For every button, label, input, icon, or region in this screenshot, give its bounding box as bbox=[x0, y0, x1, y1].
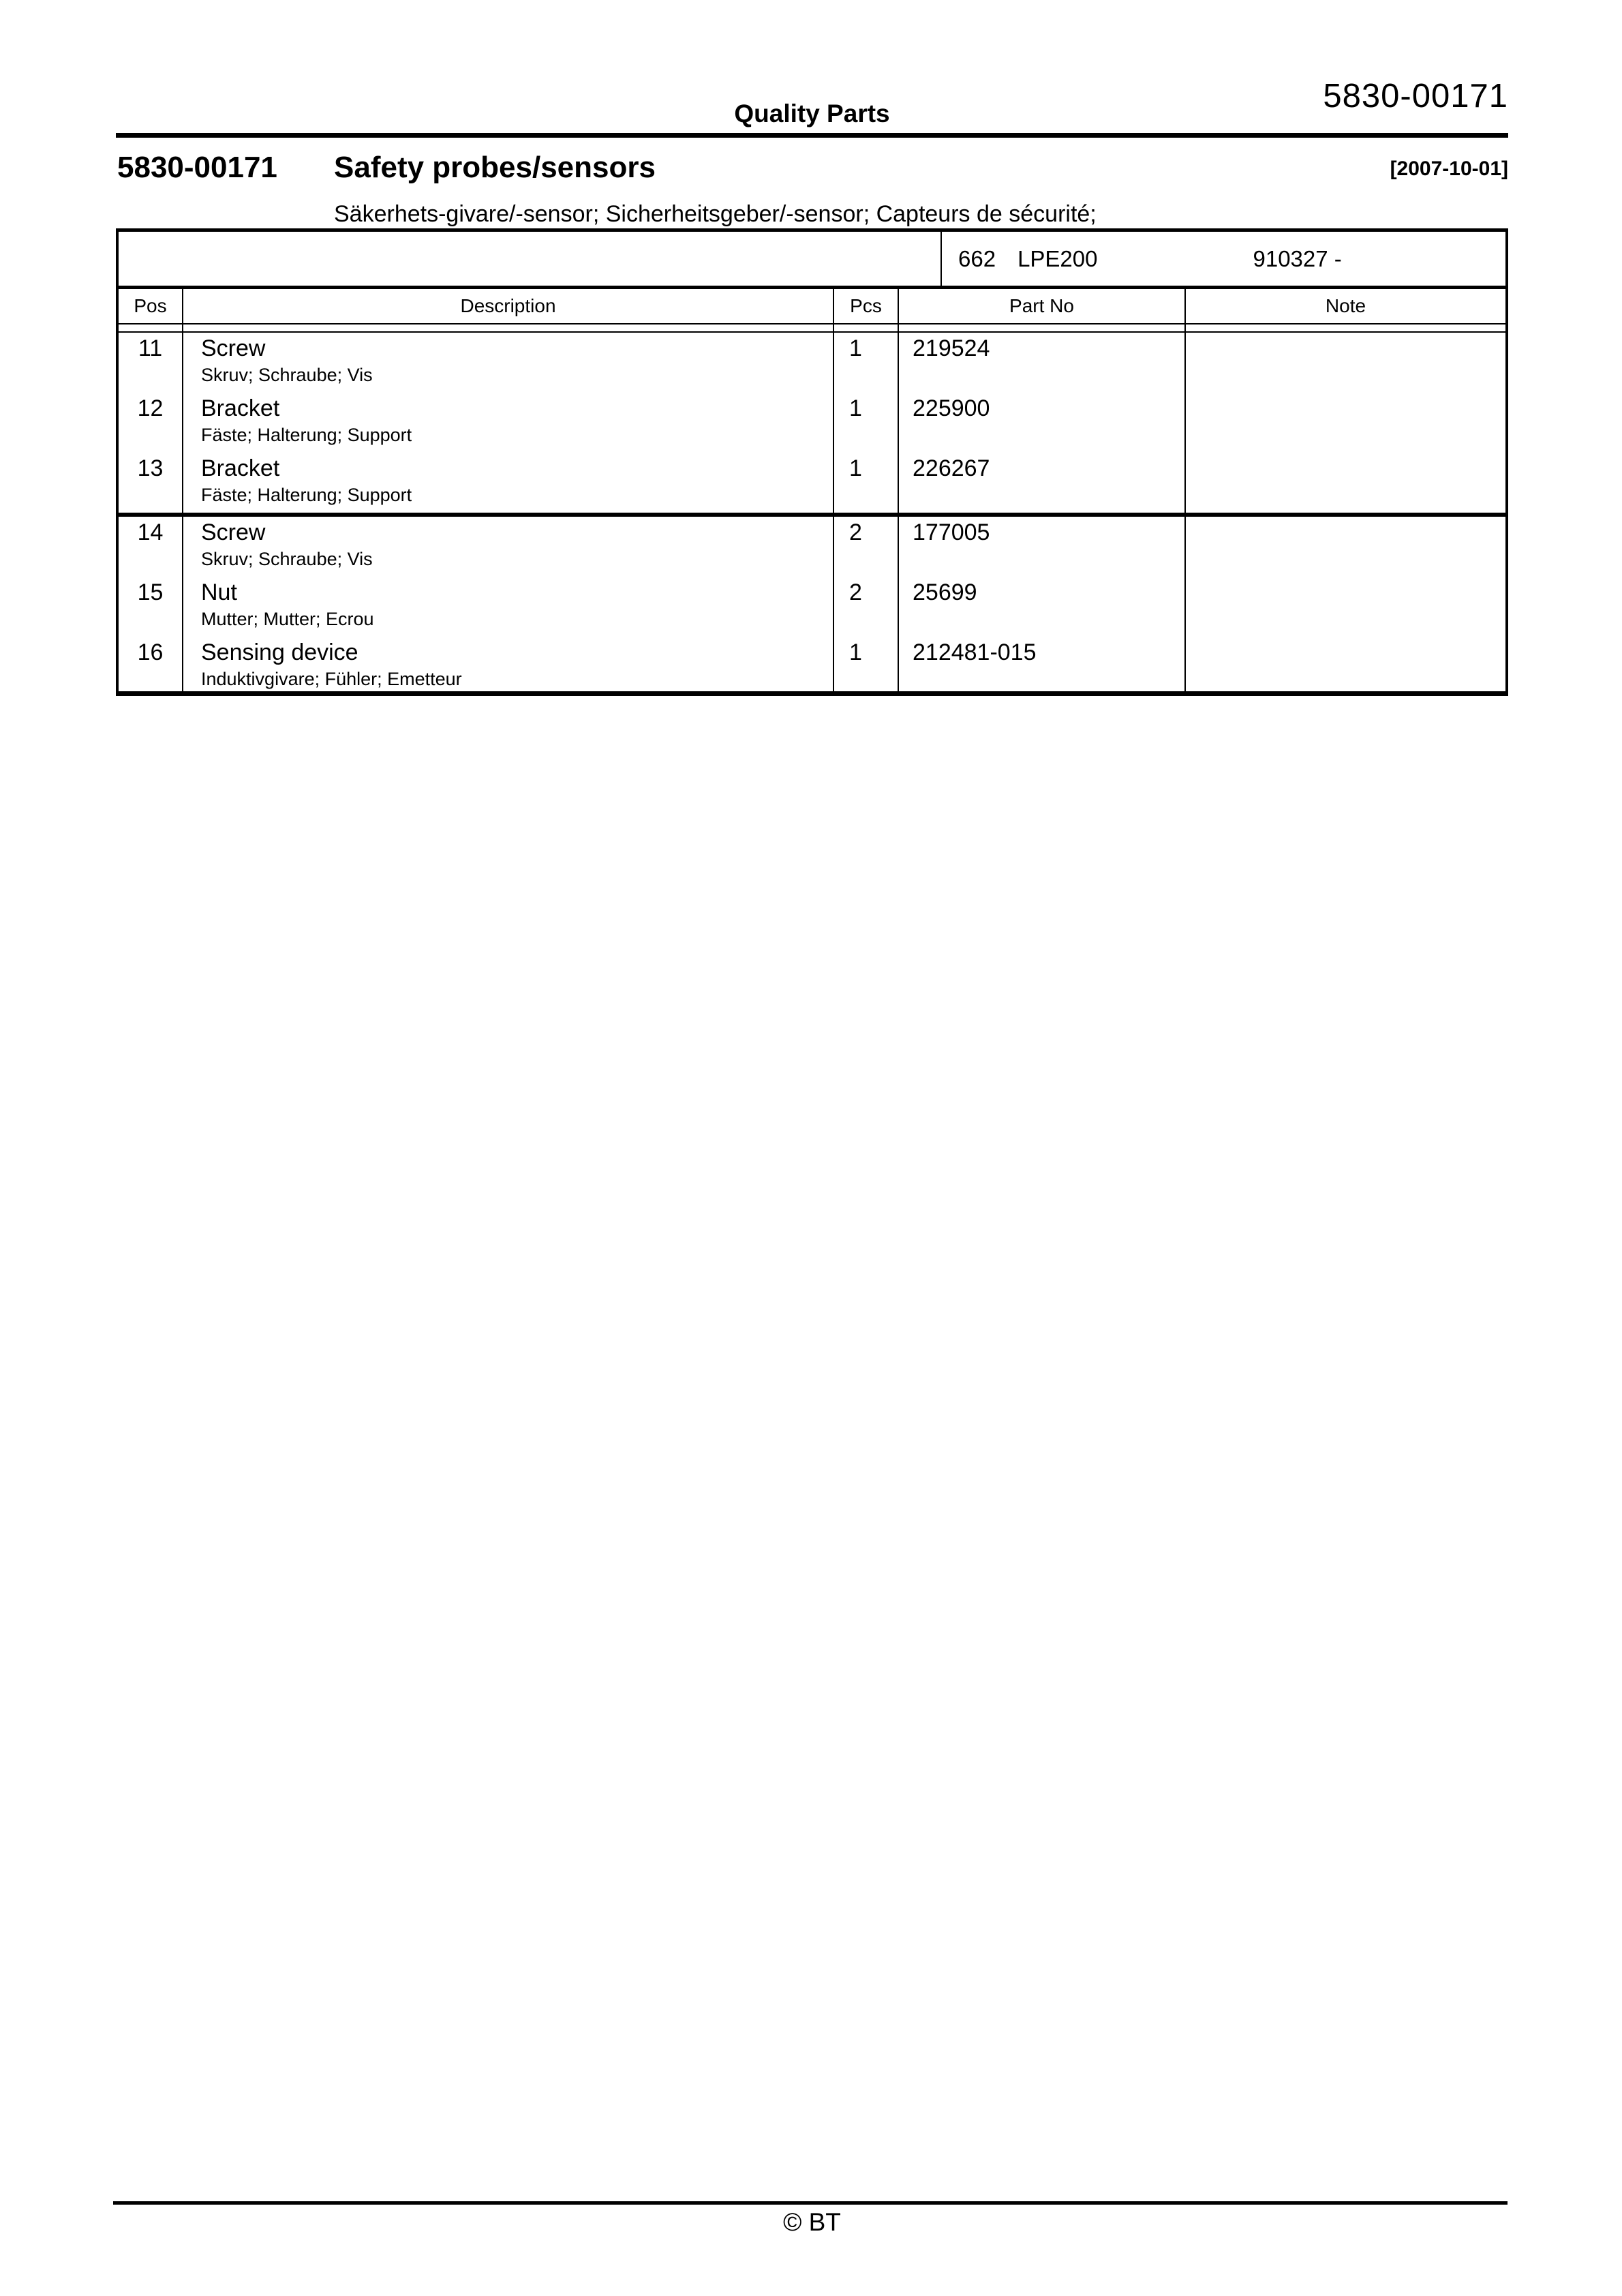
description-main: Nut bbox=[201, 579, 237, 605]
part-no-value: 219524 bbox=[913, 335, 990, 361]
model-name: LPE200 bbox=[1017, 246, 1098, 271]
note-value bbox=[1186, 517, 1505, 577]
revision-info-cell bbox=[942, 232, 1505, 286]
part-no-value: 212481-015 bbox=[913, 639, 1037, 665]
pos-value: 12 bbox=[137, 395, 164, 421]
description-main: Screw bbox=[201, 519, 266, 545]
table-row bbox=[119, 453, 1505, 517]
page-header-title: Quality Parts bbox=[734, 100, 890, 127]
pcs-value: 1 bbox=[849, 639, 862, 665]
note-value bbox=[1186, 393, 1505, 453]
revision-date: [2007-10-01] bbox=[1390, 157, 1508, 180]
description-main: Screw bbox=[201, 335, 266, 361]
part-no-value: 25699 bbox=[913, 579, 977, 605]
pcs-value: 2 bbox=[849, 579, 862, 605]
pos-value: 14 bbox=[137, 519, 164, 545]
description-main: Bracket bbox=[201, 395, 280, 421]
note-value bbox=[1186, 637, 1505, 691]
col-header-description: Description bbox=[183, 289, 834, 323]
description-translations: Fäste; Halterung; Support bbox=[201, 485, 412, 505]
pos-value: 13 bbox=[137, 455, 164, 481]
col-header-pcs: Pcs bbox=[834, 289, 899, 323]
description-translations: Mutter; Mutter; Ecrou bbox=[201, 609, 374, 629]
col-header-note: Note bbox=[1325, 295, 1366, 316]
pcs-value: 1 bbox=[849, 395, 862, 421]
footer-rule bbox=[113, 2201, 1508, 2205]
revision-row bbox=[119, 232, 1505, 289]
table-row bbox=[119, 637, 1505, 691]
pcs-value: 2 bbox=[849, 519, 862, 545]
table-header-row bbox=[119, 289, 1505, 324]
part-no-value: 225900 bbox=[913, 395, 990, 421]
table-row bbox=[119, 393, 1505, 453]
note-value bbox=[1186, 453, 1505, 513]
pos-value: 11 bbox=[138, 335, 163, 361]
pcs-value: 1 bbox=[849, 335, 862, 361]
header-divider-band bbox=[119, 324, 1505, 333]
header-doc-number: 5830-00171 bbox=[1323, 78, 1508, 115]
col-header-part-no: Part No bbox=[899, 289, 1186, 323]
header-rule bbox=[116, 133, 1508, 138]
description-translations: Induktivgivare; Fühler; Emetteur bbox=[201, 669, 462, 689]
description-translations: Skruv; Schraube; Vis bbox=[201, 365, 373, 385]
col-header-pos: Pos bbox=[119, 289, 183, 323]
copyright-notice: © BT bbox=[783, 2208, 841, 2236]
description-translations: Fäste; Halterung; Support bbox=[201, 425, 412, 445]
table-row bbox=[119, 333, 1505, 393]
description-main: Sensing device bbox=[201, 639, 358, 665]
part-no-value: 177005 bbox=[913, 519, 990, 545]
page-subtitle: Säkerhets-givare/-sensor; Sicherheitsgeber/-sensor; Capteurs de sécurité; bbox=[334, 201, 1097, 227]
revision-code: 662 bbox=[958, 246, 996, 271]
page-title: Safety probes/sensors bbox=[334, 151, 656, 184]
parts-table bbox=[116, 228, 1508, 696]
pcs-value: 1 bbox=[849, 455, 862, 481]
title-doc-number: 5830-00171 bbox=[117, 151, 277, 184]
part-no-value: 226267 bbox=[913, 455, 990, 481]
note-value bbox=[1186, 333, 1505, 393]
table-row bbox=[119, 577, 1505, 637]
note-value bbox=[1186, 577, 1505, 637]
pos-value: 15 bbox=[137, 579, 164, 605]
serial-range: 910327 - bbox=[1253, 246, 1342, 271]
pos-value: 16 bbox=[137, 639, 164, 665]
revision-empty-cell bbox=[119, 232, 942, 286]
table-row bbox=[119, 517, 1505, 577]
description-main: Bracket bbox=[201, 455, 280, 481]
description-translations: Skruv; Schraube; Vis bbox=[201, 549, 373, 569]
